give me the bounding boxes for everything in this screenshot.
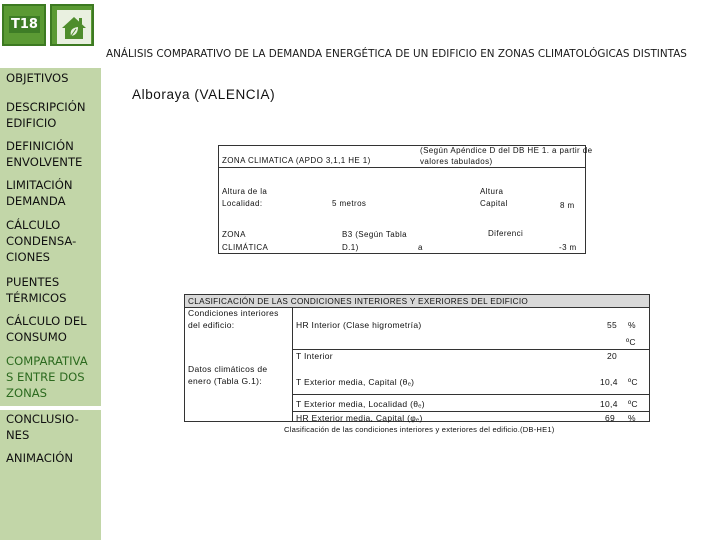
hr-ext-unit: % [628,413,636,423]
t-ext-capital-label: T Exterior media, Capital (θₑ) [296,377,415,387]
climate-label: Datos climáticos de enero (Tabla G.1): [188,364,268,386]
capital-altitude-value: 8 m [560,201,575,210]
sidebar-item-animacion[interactable]: ANIMACIÓN [6,451,74,465]
sidebar-item-calculo-consumo[interactable]: CÁLCULO DEL CONSUMO [6,314,87,344]
t-ext-capital-value: 10,4 [600,377,618,387]
conditions-col-divider [292,307,293,422]
sidebar-item-limitacion-demanda[interactable]: LIMITACIÓN DEMANDA [6,178,73,208]
hr-interior-unit: % [628,320,636,330]
hr-interior-value: 55 [607,320,618,330]
sidebar [0,68,101,540]
zone-table-divider [218,167,586,168]
conditions-row-divider-1 [292,349,650,350]
sidebar-item-objetivos[interactable]: OBJETIVOS [6,71,69,85]
sidebar-separator [0,406,101,410]
zone-name-label: ZONA CLIMÁTICA [222,230,269,252]
t-ext-local-unit: ºC [628,399,638,409]
zone-value: B3 (Según Tabla D.1) [342,230,408,252]
t-ext-local-value: 10,4 [600,399,618,409]
t-interior-label: T Interior [296,351,333,361]
t-interior-unit: ºC [626,337,636,347]
house-leaf-icon [57,10,91,44]
capital-altitude-label: Altura Capital [480,187,508,208]
sidebar-item-descripcion-edificio[interactable]: DESCRIPCIÓN EDIFICIO [6,100,86,130]
t-ext-local-label: T Exterior media, Localidad (θₑ) [296,399,425,409]
conditions-row-divider-2 [292,394,650,395]
hr-ext-label: HR Exterior media, Capital (φₑ) [296,413,423,423]
page-title: ANÁLISIS COMPARATIVO DE LA DEMANDA ENERGÉTICA DE UN EDIFICIO EN ZONAS CLIMATOLÓGICAS DISTINTAS [106,48,687,60]
hr-interior-label: HR Interior (Clase higrometría) [296,320,422,330]
sidebar-item-definicion-envolvente[interactable]: DEFINICIÓN ENVOLVENTE [6,139,83,169]
logo [50,4,94,46]
conditions-caption: Clasificación de las condiciones interiores y exteriores del edificio.(DB-HE1) [284,425,555,434]
zone-note: (Según Apéndice D del DB HE 1. a partir de valores tabulados) [420,146,593,166]
altitude-value: 5 metros [332,199,367,208]
t-interior-value: 20 [607,351,618,361]
zone-climatica-label: ZONA CLIMATICA (APDO 3,1,1 HE 1) [222,156,371,165]
sidebar-item-comparativas-zonas[interactable]: COMPARATIVA S ENTRE DOS ZONAS [6,354,88,400]
topic-badge-label: T18 [11,17,38,32]
sidebar-item-puentes-termicos[interactable]: PUENTES TÉRMICOS [6,275,67,305]
t-ext-capital-unit: ºC [628,377,638,387]
sidebar-item-conclusiones[interactable]: CONCLUSIO- NES [6,412,79,442]
location-title: Alboraya (VALENCIA) [132,87,276,102]
difference-label: Diferenci [488,229,524,238]
conditions-header: CLASIFICACIÓN DE LAS CONDICIONES INTERIORES Y EXERIORES DEL EDIFICIO [188,297,529,306]
altitude-label: Altura de la Localidad: [222,187,268,208]
interior-label: Condiciones interiores del edificio: [188,308,279,330]
hr-ext-value: 69 [605,413,616,423]
difference-label-end: a [418,243,423,252]
topic-badge [2,4,46,46]
sidebar-item-calculo-condensaciones[interactable]: CÁLCULO CONDENSA- CIONES [6,218,77,264]
difference-value: -3 m [559,243,577,252]
